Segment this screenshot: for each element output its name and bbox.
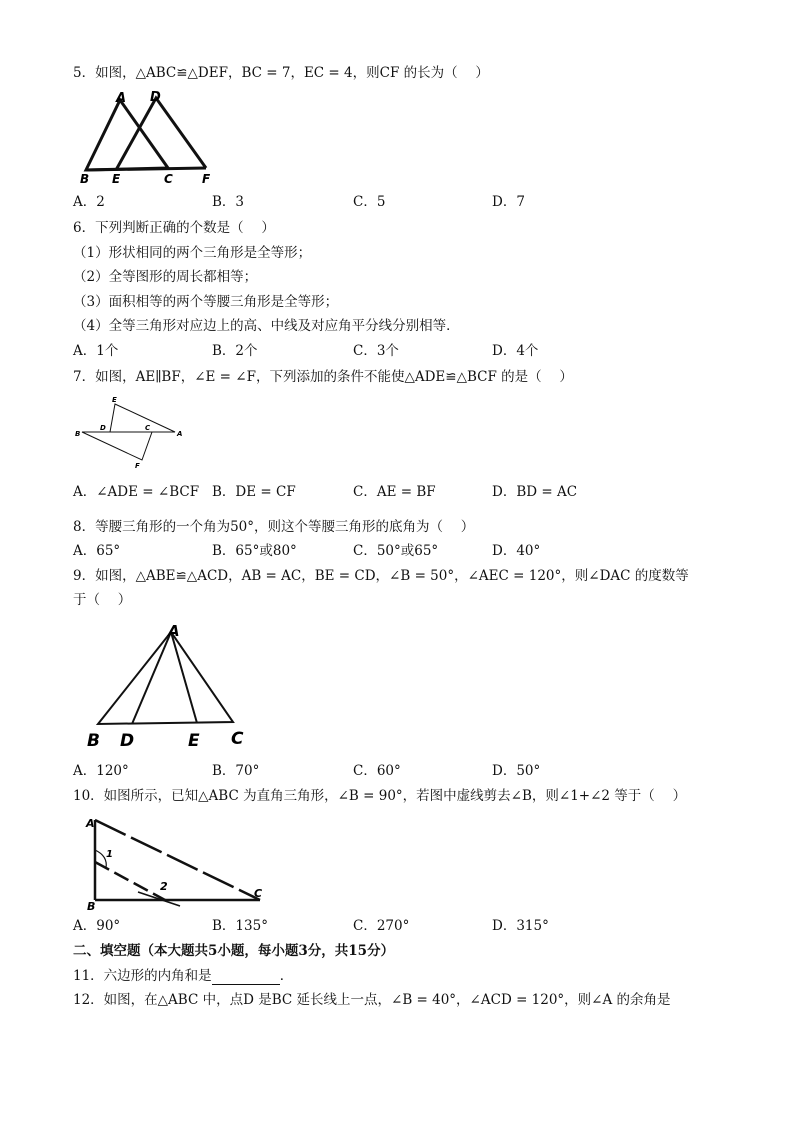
q9-line-ad [132,632,171,724]
q9-label-a: A [168,622,180,640]
q8-options [73,542,713,560]
q6-option-c[interactable]: C．3个 [353,343,399,359]
q7-option-c[interactable]: C．AE = BF [353,484,436,500]
q9-line-ae [171,632,197,723]
q7-text: 7．如图，AE∥BF，∠E = ∠F，下列添加的条件不能使△ADE≌△BCF 的是（ ） [73,369,573,385]
q9-option-c[interactable]: C．60° [353,763,401,779]
q7-triangle-ade [110,404,175,432]
q5-base-line [86,168,206,170]
q9-figure [82,618,252,753]
q7-label-d: D [100,424,106,432]
q9-text-line2: 于（ ） [73,592,132,608]
q9-option-b[interactable]: B．70° [212,763,260,779]
q6-option-d[interactable]: D．4个 [492,343,539,359]
q10-side-ac [95,820,263,900]
q10-label-c: C [254,887,263,900]
q5-label-d: D [150,90,161,105]
q6-item-2: （2）全等图形的周长都相等； [73,269,258,285]
q5-option-d[interactable]: D．7 [492,194,525,210]
q5-figure [78,90,218,185]
q12-text: 12．如图，在△ABC 中，点D 是BC 延长线上一点，∠B = 40°，∠ACD = 120°，则∠A 的余角是 [73,992,671,1008]
q8-option-a[interactable]: A．65° [73,543,121,559]
q9-label-e: E [188,731,200,751]
q8-option-c[interactable]: C．50°或65° [353,543,439,559]
section2-heading: 二、填空题（本大题共5小题，每小题3分，共15分） [73,943,395,959]
q5-label-a: A [116,91,127,106]
q5-label-f: F [202,172,211,185]
q9-text-line1: 9．如图，△ABE≌△ACD，AB = AC，BE = CD，∠B = 50°，∠AEC = 120°，则∠DAC 的度数等 [73,568,689,584]
q10-figure [80,812,275,912]
q6-option-b[interactable]: B．2个 [212,343,258,359]
q5-label-c: C [164,172,173,185]
q9-option-a[interactable]: A．120° [73,763,129,779]
q7-label-b: B [75,430,81,438]
q7-triangle-bcf [82,432,152,460]
q5-option-c[interactable]: C．5 [353,194,386,210]
q5-triangle-abc [86,100,168,170]
q8-option-b[interactable]: B．65°或80° [212,543,297,559]
q9-label-c: C [231,729,244,749]
q5-option-b[interactable]: B．3 [212,194,245,210]
q5-text: 5．如图，△ABC≌△DEF，BC = 7，EC = 4，则CF 的长为（ ） [73,65,489,81]
q6-item-1: （1）形状相同的两个三角形是全等形； [73,245,312,261]
q8-text: 8．等腰三角形的一个角为50°，则这个等腰三角形的底角为（ ） [73,519,475,535]
q10-text: 10．如图所示，已知△ABC 为直角三角形，∠B = 90°，若图中虚线剪去∠B，则∠1+∠2 等于（ ） [73,788,687,804]
q5-label-b: B [80,172,90,185]
q5-options [73,193,713,211]
q10-label-b: B [87,900,96,912]
q6-options [73,342,713,360]
q11-text: 11．六边形的内角和是 [73,968,212,984]
q11-answer-blank[interactable] [212,970,280,985]
q10-option-b[interactable]: B．135° [212,918,268,934]
q10-options [73,917,713,935]
q8-option-d[interactable]: D．40° [492,543,541,559]
q7-figure [72,392,187,472]
q7-label-f: F [135,462,140,470]
q5-option-a[interactable]: A．2 [73,194,105,210]
q6-option-a[interactable]: A．1个 [73,343,119,359]
q6-item-4: （4）全等三角形对应边上的高、中线及对应角平分线分别相等． [73,318,460,334]
q7-label-a: A [177,430,183,438]
q6-item-3: （3）面积相等的两个等腰三角形是全等形； [73,294,339,310]
q7-option-b[interactable]: B．DE = CF [212,484,296,500]
q10-label-1: 1 [106,849,113,860]
q7-options [73,483,713,501]
q10-label-a: A [86,817,95,830]
q7-label-e: E [112,396,117,404]
q10-label-2: 2 [160,880,168,893]
q5-label-e: E [112,172,121,185]
q9-label-b: B [87,731,100,751]
q7-option-a[interactable]: A．∠ADE = ∠BCF [73,484,200,500]
q11-line [73,967,293,985]
q10-option-a[interactable]: A．90° [73,918,121,934]
q10-option-d[interactable]: D．315° [492,918,549,934]
q9-options [73,762,713,780]
q7-option-d[interactable]: D．BD = AC [492,484,578,500]
q6-text: 6．下列判断正确的个数是（ ） [73,220,275,236]
q7-label-c: C [145,424,151,432]
q9-option-d[interactable]: D．50° [492,763,541,779]
q9-label-d: D [120,731,135,751]
q10-option-c[interactable]: C．270° [353,918,410,934]
q11-suffix: ． [279,968,294,984]
